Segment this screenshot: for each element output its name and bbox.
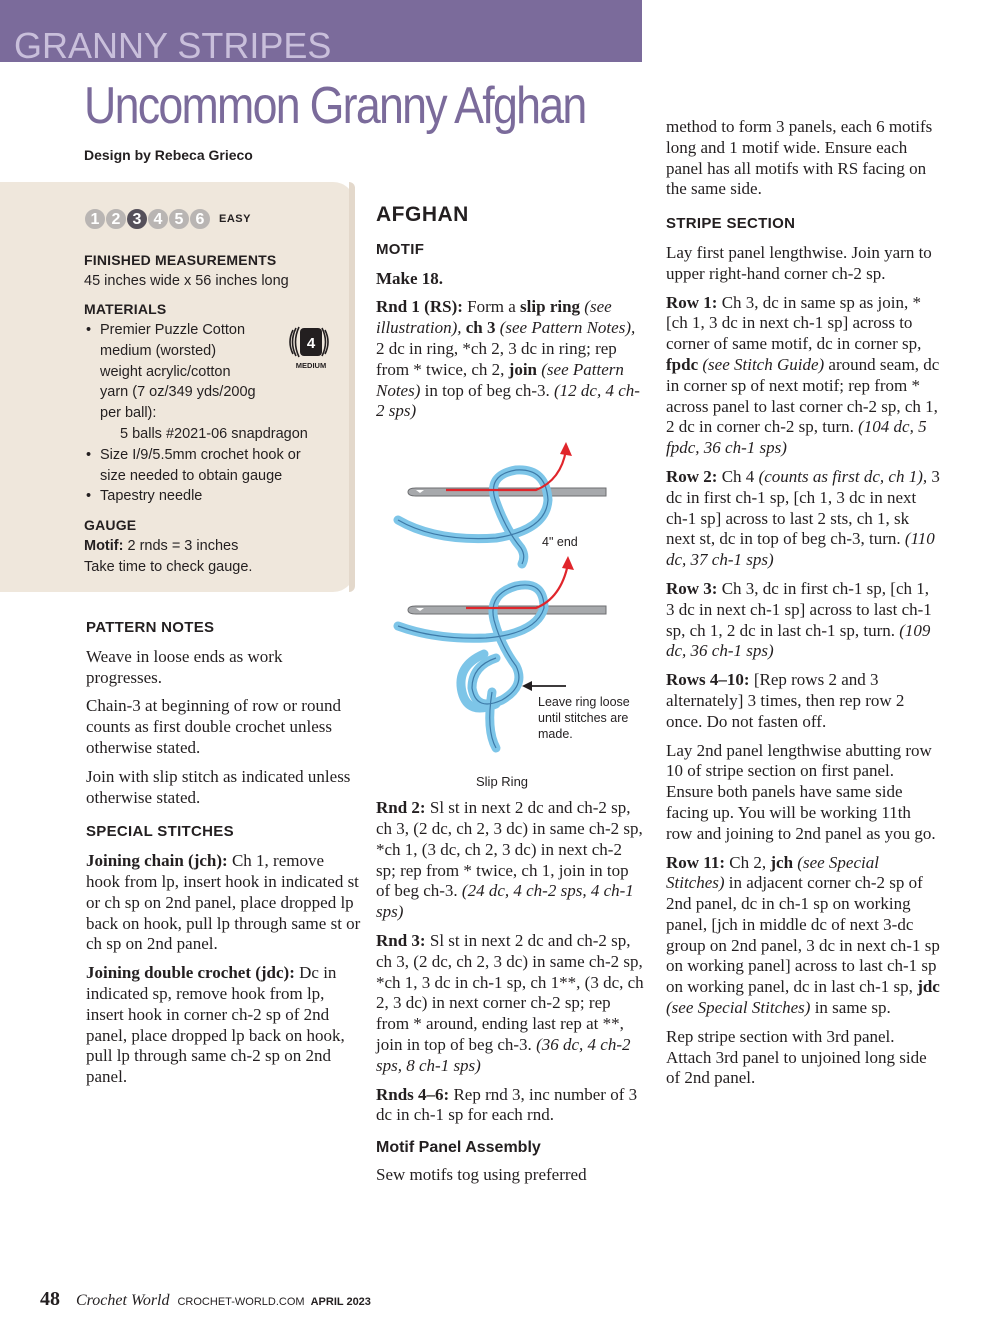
skill-level-2: 2 bbox=[105, 208, 127, 230]
pattern-note: Join with slip stitch as indicated unless otherwise stated. bbox=[86, 766, 351, 807]
term: ch 3 bbox=[465, 318, 496, 338]
motif-heading: MOTIF bbox=[376, 240, 425, 258]
pattern-note: Weave in loose ends as work progresses. bbox=[86, 646, 283, 687]
round-label: Rnd 2: bbox=[376, 798, 426, 818]
term: fpdc bbox=[666, 354, 699, 374]
gauge-line bbox=[84, 536, 238, 557]
stitch-name: Joining double crochet (jdc): bbox=[86, 963, 295, 983]
stitch-jdc bbox=[86, 963, 361, 1088]
column-1 bbox=[86, 618, 361, 1096]
materials-needle: • Tapestry needle bbox=[84, 486, 334, 507]
list-item: size needed to obtain gauge bbox=[100, 467, 283, 484]
skill-level-3-active: 3 bbox=[126, 208, 148, 230]
section-banner bbox=[0, 0, 642, 66]
list-item: yarn (7 oz/349 yds/200g bbox=[100, 384, 256, 401]
stitch-jch bbox=[86, 851, 361, 955]
ref: (see Pattern Notes), bbox=[499, 318, 636, 338]
stitch-count: (104 dc, 5 fpdc, 36 ch-1 sps) bbox=[666, 417, 927, 458]
yarn-loop-icon bbox=[398, 470, 548, 564]
lay-2nd-panel: Lay 2nd panel lengthwise abutting row 10 of stripe section on first panel. Ensure both panels have same side facing up. You will be working 11th row and joining to 2nd panel as you go. bbox=[666, 740, 936, 843]
stitch-count: (109 dc, 36 ch-1 sps) bbox=[666, 620, 931, 661]
gauge-heading: GAUGE bbox=[84, 517, 137, 533]
stitch-count: (24 dc, 4 ch-2 sps, 4 ch-1 sps) bbox=[376, 881, 634, 922]
text: 3 dc in first ch-1 sp, [ch 1, 3 dc in next ch-1 sp] across to last 2 sts, ch 1, sk next st, dc in top of beg ch-3, turn. bbox=[666, 466, 940, 549]
list-item: • Size I/9/5.5mm crochet hook or bbox=[100, 446, 301, 463]
assembly-heading: Motif Panel Assembly bbox=[376, 1139, 541, 1157]
text: Ch 2, bbox=[729, 852, 767, 872]
round-3 bbox=[376, 931, 646, 1077]
yarn-weight-label: MEDIUM bbox=[295, 361, 327, 370]
row-label: Row 2: bbox=[666, 466, 718, 486]
round-1 bbox=[376, 297, 646, 422]
illus-label-ring: Leave ring loose until stitches are made. bbox=[538, 695, 630, 742]
pointer-arrow-icon bbox=[522, 681, 566, 691]
column-3 bbox=[666, 117, 941, 1097]
text: [Rep rows 2 and 3 alternately] 3 times, then rep row 2 once. Do not fasten off. bbox=[666, 670, 905, 731]
term: jch bbox=[770, 852, 794, 872]
issue-date: APRIL 2023 bbox=[310, 1296, 371, 1308]
row-2 bbox=[666, 467, 941, 571]
materials-yarn-color: 5 balls #2021-06 snapdragon bbox=[120, 425, 308, 442]
text: in top of beg ch-3. bbox=[424, 380, 550, 400]
round-label: Rnds 4–6: bbox=[376, 1084, 450, 1104]
rows-4-10 bbox=[666, 670, 941, 732]
list-item: per ball): bbox=[100, 405, 157, 422]
magazine-name: Crochet World bbox=[76, 1292, 170, 1309]
stripe-section-heading: STRIPE SECTION bbox=[666, 215, 796, 233]
illus-caption: Slip Ring bbox=[476, 774, 529, 790]
term: join bbox=[508, 359, 537, 379]
page-title: Uncommon Granny Afghan bbox=[84, 77, 586, 135]
special-stitches-heading: SPECIAL STITCHES bbox=[86, 823, 234, 841]
make-count bbox=[376, 269, 646, 290]
list-item: weight acrylic/cotton bbox=[100, 363, 231, 380]
ref: (counts as first dc, ch 1), bbox=[758, 466, 928, 486]
round-2 bbox=[376, 798, 646, 923]
stitch-text: Ch 1, remove hook from lp, insert hook in indicated st or ch sp on 2nd panel, place dropped lp back on hook, pull lp through same st or ch sp on 2nd panel. bbox=[86, 851, 361, 954]
designer-credit: Design by Rebeca Grieco bbox=[84, 147, 253, 163]
text: Sl st in next 2 dc and ch-2 sp, ch 3, (2 dc, ch 2, 3 dc) in same ch-2 sp, *ch 1, (3 dc, ch 2, 3 dc) in next ch-2 sp; rep from * twice, ch 1, join in top of beg ch-3. bbox=[376, 798, 643, 901]
text: Ch 3, dc in same sp as join, *[ch 1, 3 dc in next ch-1 sp] across to corner of same motif, dc in corner sp, bbox=[666, 292, 922, 354]
rounds-4-6 bbox=[376, 1085, 646, 1127]
finished-measurements-text: 45 inches wide x 56 inches long bbox=[84, 273, 289, 289]
skill-level-5: 5 bbox=[168, 208, 190, 230]
ref: (see illustration), bbox=[376, 297, 612, 338]
pattern-notes-heading: PATTERN NOTES bbox=[86, 619, 215, 636]
stripe-intro: Lay first panel lengthwise. Join yarn to upper right-hand corner ch-2 sp. bbox=[666, 242, 932, 283]
row-label: Row 1: bbox=[666, 292, 718, 312]
yarn-weight-icon bbox=[287, 324, 337, 372]
make-text: Make 18. bbox=[376, 268, 444, 288]
stitch-text: Dc in indicated sp, remove hook from lp, insert hook in corner ch-2 sp of 2nd panel, place dropped lp back on hook, pull lp through same ch-2 sp on 2nd panel. bbox=[86, 963, 345, 1087]
stitch-count: (110 dc, 37 ch-1 sps) bbox=[666, 529, 935, 570]
text: 2 dc in ring, *ch 2, 3 dc in ring; rep from * twice, ch 2, bbox=[376, 338, 617, 379]
afghan-heading: AFGHAN bbox=[376, 203, 469, 226]
yarn-weight-number: 4 bbox=[306, 335, 316, 352]
row-label: Row 3: bbox=[666, 578, 718, 598]
assembly-continued: method to form 3 panels, each 6 motifs long and 1 motif wide. Ensure each panel has all motifs with RS facing on the same side. bbox=[666, 117, 933, 199]
list-item: medium (worsted) bbox=[100, 342, 217, 359]
stitch-count: (36 dc, 4 ch-2 sps, 8 ch-1 sps) bbox=[376, 1034, 631, 1075]
skill-level-4: 4 bbox=[147, 208, 169, 230]
row-label: Rows 4–10: bbox=[666, 670, 750, 690]
ref: (see Pattern Notes) bbox=[376, 359, 624, 400]
page-number: 48 bbox=[40, 1288, 60, 1310]
repeat-stripe: Rep stripe section with 3rd panel. Attach 3rd panel to unjoined long side of 2nd panel. bbox=[666, 1026, 927, 1088]
term: jdc bbox=[917, 977, 940, 997]
gauge-value: 2 rnds = 3 inches bbox=[127, 538, 239, 554]
text: Ch 4 bbox=[721, 466, 755, 486]
text: Form a bbox=[467, 297, 516, 317]
materials-hook bbox=[84, 445, 334, 487]
skill-level bbox=[84, 208, 251, 230]
slip-ring-illustration bbox=[376, 430, 646, 790]
round-label: Rnd 3: bbox=[376, 930, 426, 950]
gauge-label: Motif: bbox=[84, 538, 124, 554]
materials-heading: MATERIALS bbox=[84, 301, 167, 317]
text: in same sp. bbox=[814, 998, 891, 1018]
ref: (see Stitch Guide) bbox=[702, 354, 825, 374]
list-item: • Premier Puzzle Cotton bbox=[100, 322, 246, 338]
finished-measurements-heading: FINISHED MEASUREMENTS bbox=[84, 252, 277, 268]
stitch-count: (12 dc, 4 ch-2 sps) bbox=[376, 380, 640, 421]
section-title: GRANNY STRIPES bbox=[14, 25, 332, 66]
skill-label: EASY bbox=[219, 213, 251, 225]
gauge-note: Take time to check gauge. bbox=[84, 559, 253, 575]
page-footer bbox=[40, 1288, 371, 1311]
text: Sl st in next 2 dc and ch-2 sp, ch 3, (2 dc, ch 2, 3 dc) in same ch-2 sp, *ch 1, 3 dc in ch-1 sp, ch 1**, (3 dc, ch 2, 3 dc) in next corner ch-2 sp; rep from * around, ending last rep at **, join in top of beg ch-3. bbox=[376, 930, 644, 1054]
skill-level-1: 1 bbox=[84, 208, 106, 230]
text: Rep rnd 3, inc number of 3 dc in ch-1 sp for each rnd. bbox=[376, 1084, 638, 1125]
row-11 bbox=[666, 853, 941, 1019]
stitch-name: Joining chain (jch): bbox=[86, 851, 228, 871]
ref: (see Special Stitches) bbox=[666, 852, 879, 893]
round-label: Rnd 1 (RS): bbox=[376, 297, 463, 317]
text: in adjacent corner ch-2 sp of 2nd panel, dc in ch-1 sp on working panel, [jch in middle dc of next 3-dc group on 2nd panel, 3 dc in next ch-1 sp on working panel] across to last ch-1 sp on working panel, dc in last ch-1 sp, bbox=[666, 873, 940, 997]
ref: (see Special Stitches) bbox=[666, 998, 811, 1018]
assembly-text: Sew motifs tog using preferred bbox=[376, 1164, 587, 1184]
column-2 bbox=[376, 205, 646, 1194]
text: around seam, dc in corner sp of next motif; rep from * across panel to last corner ch-2 sp, ch 1, 2 dc in corner ch-2 sp, turn. bbox=[666, 354, 940, 437]
pattern-note: Chain-3 at beginning of row or round counts as first double crochet unless otherwise stated. bbox=[86, 696, 341, 757]
illus-label-end: 4" end bbox=[542, 535, 578, 550]
text: Ch 3, dc in first ch-1 sp, [ch 1, 3 dc in next ch-1 sp] across to last ch-1 sp, ch 1, 2 dc in last ch-1 sp, turn. bbox=[666, 578, 932, 640]
row-1 bbox=[666, 293, 941, 459]
skill-level-6: 6 bbox=[189, 208, 211, 230]
row-3 bbox=[666, 579, 941, 662]
website: CROCHET-WORLD.COM bbox=[177, 1296, 305, 1308]
row-label: Row 11: bbox=[666, 852, 726, 872]
arrow-icon bbox=[446, 442, 572, 490]
term: slip ring bbox=[520, 297, 581, 317]
